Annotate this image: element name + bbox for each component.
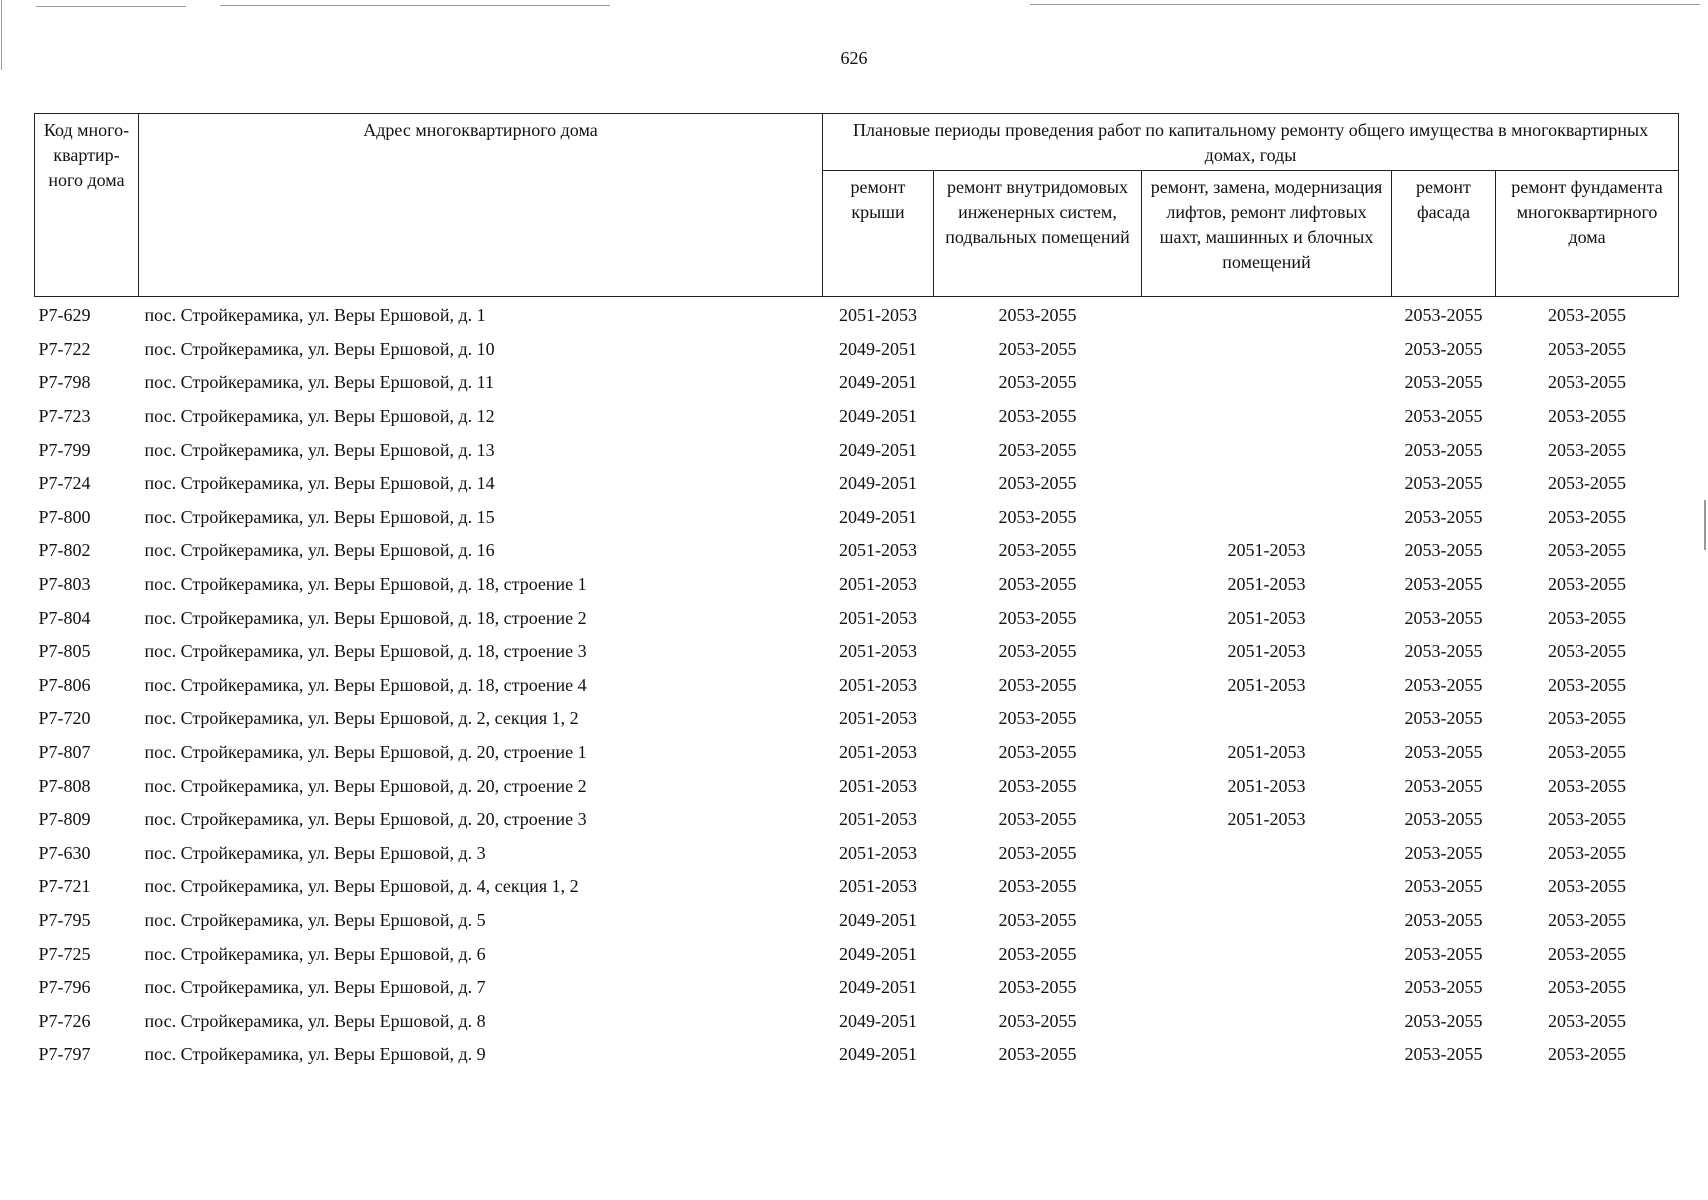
cell-address: пос. Стройкерамика, ул. Веры Ершовой, д. 20, строение 2 bbox=[144, 775, 587, 796]
cell-systems: 2053-2055 bbox=[998, 372, 1077, 393]
cell-address: пос. Стройкерамика, ул. Веры Ершовой, д. 10 bbox=[144, 338, 495, 359]
scan-artifact-top-mid bbox=[220, 5, 610, 6]
cell-foundation: 2053-2055 bbox=[1548, 607, 1627, 628]
cell-roof: 2049-2051 bbox=[839, 473, 917, 494]
cell-address: пос. Стройкерамика, ул. Веры Ершовой, д. 11 bbox=[144, 372, 494, 393]
cell-address: пос. Стройкерамика, ул. Веры Ершовой, д. 6 bbox=[144, 943, 486, 964]
cell-foundation: 2053-2055 bbox=[1548, 977, 1627, 998]
cell-foundation: 2053-2055 bbox=[1548, 506, 1627, 527]
cell-code: Р7-798 bbox=[38, 372, 91, 393]
cell-address: пос. Стройкерамика, ул. Веры Ершовой, д. 4, секция 1, 2 bbox=[144, 876, 579, 897]
cell-code: Р7-805 bbox=[38, 641, 91, 662]
cell-roof: 2051-2053 bbox=[839, 305, 917, 326]
cell-roof: 2051-2053 bbox=[839, 775, 917, 796]
cell-code: Р7-723 bbox=[38, 406, 91, 427]
cell-elevators: 2051-2053 bbox=[1227, 742, 1306, 763]
cell-foundation: 2053-2055 bbox=[1548, 842, 1627, 863]
cell-elevators bbox=[1142, 904, 1392, 938]
cell-facade: 2053-2055 bbox=[1404, 674, 1483, 695]
cell-elevators bbox=[1142, 467, 1392, 501]
cell-systems: 2053-2055 bbox=[998, 909, 1077, 930]
table-row bbox=[35, 297, 1679, 333]
table-row bbox=[35, 904, 1679, 938]
cell-systems: 2053-2055 bbox=[998, 674, 1077, 695]
cell-foundation: 2053-2055 bbox=[1548, 943, 1627, 964]
cell-code: Р7-720 bbox=[38, 708, 91, 729]
cell-code: Р7-803 bbox=[38, 574, 91, 595]
cell-foundation: 2053-2055 bbox=[1548, 674, 1627, 695]
cell-facade: 2053-2055 bbox=[1404, 1044, 1483, 1065]
cell-code: Р7-721 bbox=[38, 876, 91, 897]
table-row bbox=[35, 400, 1679, 434]
cell-code: Р7-807 bbox=[38, 742, 91, 763]
cell-code: Р7-722 bbox=[38, 338, 91, 359]
cell-elevators bbox=[1142, 837, 1392, 871]
page-number: 626 bbox=[840, 48, 868, 68]
cell-foundation: 2053-2055 bbox=[1548, 473, 1627, 494]
cell-code: Р7-806 bbox=[38, 674, 91, 695]
table-row bbox=[35, 803, 1679, 837]
table-row bbox=[35, 837, 1679, 871]
cell-address: пос. Стройкерамика, ул. Веры Ершовой, д. 12 bbox=[144, 406, 495, 427]
cell-systems: 2053-2055 bbox=[998, 305, 1077, 326]
cell-systems: 2053-2055 bbox=[998, 1044, 1077, 1065]
cell-facade: 2053-2055 bbox=[1404, 439, 1483, 460]
cell-systems: 2053-2055 bbox=[998, 977, 1077, 998]
table-row bbox=[35, 333, 1679, 367]
table-row bbox=[35, 568, 1679, 602]
cell-foundation: 2053-2055 bbox=[1548, 1010, 1627, 1031]
cell-address: пос. Стройкерамика, ул. Веры Ершовой, д. 20, строение 1 bbox=[144, 742, 587, 763]
cell-elevators: 2051-2053 bbox=[1227, 809, 1306, 830]
cell-elevators bbox=[1142, 400, 1392, 434]
scan-artifact-top-right bbox=[1030, 4, 1700, 5]
cell-facade: 2053-2055 bbox=[1404, 909, 1483, 930]
cell-code: Р7-797 bbox=[38, 1044, 91, 1065]
cell-foundation: 2053-2055 bbox=[1548, 338, 1627, 359]
cell-code: Р7-804 bbox=[38, 607, 91, 628]
cell-code: Р7-726 bbox=[38, 1010, 91, 1031]
table-row bbox=[35, 635, 1679, 669]
cell-elevators: 2051-2053 bbox=[1227, 674, 1306, 695]
cell-systems: 2053-2055 bbox=[998, 842, 1077, 863]
cell-systems: 2053-2055 bbox=[998, 473, 1077, 494]
cell-facade: 2053-2055 bbox=[1404, 607, 1483, 628]
cell-code: Р7-799 bbox=[38, 439, 91, 460]
cell-roof: 2049-2051 bbox=[839, 439, 917, 460]
cell-foundation: 2053-2055 bbox=[1548, 406, 1627, 427]
cell-roof: 2051-2053 bbox=[839, 540, 917, 561]
cell-address: пос. Стройкерамика, ул. Веры Ершовой, д. 1 bbox=[144, 305, 486, 326]
table-row bbox=[35, 937, 1679, 971]
cell-systems: 2053-2055 bbox=[998, 574, 1077, 595]
cell-facade: 2053-2055 bbox=[1404, 742, 1483, 763]
cell-systems: 2053-2055 bbox=[998, 943, 1077, 964]
cell-systems: 2053-2055 bbox=[998, 540, 1077, 561]
cell-elevators bbox=[1142, 937, 1392, 971]
cell-foundation: 2053-2055 bbox=[1548, 775, 1627, 796]
cell-roof: 2049-2051 bbox=[839, 506, 917, 527]
cell-foundation: 2053-2055 bbox=[1548, 641, 1627, 662]
cell-facade: 2053-2055 bbox=[1404, 876, 1483, 897]
cell-systems: 2053-2055 bbox=[998, 742, 1077, 763]
cell-code: Р7-724 bbox=[38, 473, 91, 494]
cell-address: пос. Стройкерамика, ул. Веры Ершовой, д. 14 bbox=[144, 473, 495, 494]
cell-code: Р7-629 bbox=[38, 305, 91, 326]
header-systems: ремонт внутридомовых инженерных систем, подвальных помещений bbox=[934, 171, 1142, 297]
cell-address: пос. Стройкерамика, ул. Веры Ершовой, д. 18, строение 1 bbox=[144, 574, 587, 595]
cell-facade: 2053-2055 bbox=[1404, 540, 1483, 561]
table-row bbox=[35, 467, 1679, 501]
cell-elevators: 2051-2053 bbox=[1227, 574, 1306, 595]
cell-elevators bbox=[1142, 366, 1392, 400]
cell-facade: 2053-2055 bbox=[1404, 473, 1483, 494]
cell-elevators bbox=[1142, 433, 1392, 467]
cell-foundation: 2053-2055 bbox=[1548, 1044, 1627, 1065]
cell-elevators bbox=[1142, 501, 1392, 535]
cell-facade: 2053-2055 bbox=[1404, 338, 1483, 359]
table-row bbox=[35, 1004, 1679, 1038]
cell-address: пос. Стройкерамика, ул. Веры Ершовой, д. 18, строение 3 bbox=[144, 641, 587, 662]
table-row bbox=[35, 736, 1679, 770]
cell-foundation: 2053-2055 bbox=[1548, 305, 1627, 326]
cell-code: Р7-630 bbox=[38, 842, 91, 863]
cell-systems: 2053-2055 bbox=[998, 1010, 1077, 1031]
cell-roof: 2049-2051 bbox=[839, 909, 917, 930]
cell-facade: 2053-2055 bbox=[1404, 574, 1483, 595]
header-elevators: ремонт, замена, модернизация лифтов, ремонт лифтовых шахт, машинных и блочных помещений bbox=[1142, 171, 1392, 297]
table-row bbox=[35, 534, 1679, 568]
cell-foundation: 2053-2055 bbox=[1548, 574, 1627, 595]
cell-facade: 2053-2055 bbox=[1404, 809, 1483, 830]
cell-roof: 2051-2053 bbox=[839, 641, 917, 662]
table-row bbox=[35, 501, 1679, 535]
header-code: Код много-квартир-ного дома bbox=[35, 114, 139, 297]
cell-code: Р7-796 bbox=[38, 977, 91, 998]
header-address: Адрес многоквартирного дома bbox=[139, 114, 823, 297]
cell-roof: 2051-2053 bbox=[839, 876, 917, 897]
cell-address: пос. Стройкерамика, ул. Веры Ершовой, д. 2, секция 1, 2 bbox=[144, 708, 579, 729]
cell-roof: 2049-2051 bbox=[839, 1044, 917, 1065]
table-header bbox=[35, 114, 1679, 297]
scan-artifact-top-left bbox=[36, 6, 186, 7]
cell-systems: 2053-2055 bbox=[998, 506, 1077, 527]
cell-address: пос. Стройкерамика, ул. Веры Ершовой, д. 8 bbox=[144, 1010, 486, 1031]
cell-facade: 2053-2055 bbox=[1404, 406, 1483, 427]
cell-roof: 2049-2051 bbox=[839, 406, 917, 427]
cell-facade: 2053-2055 bbox=[1404, 842, 1483, 863]
cell-address: пос. Стройкерамика, ул. Веры Ершовой, д. 18, строение 2 bbox=[144, 607, 587, 628]
cell-foundation: 2053-2055 bbox=[1548, 708, 1627, 729]
table-row bbox=[35, 769, 1679, 803]
table-row bbox=[35, 702, 1679, 736]
cell-address: пос. Стройкерамика, ул. Веры Ершовой, д. 3 bbox=[144, 842, 486, 863]
cell-foundation: 2053-2055 bbox=[1548, 742, 1627, 763]
cell-systems: 2053-2055 bbox=[998, 809, 1077, 830]
cell-facade: 2053-2055 bbox=[1404, 775, 1483, 796]
cell-address: пос. Стройкерамика, ул. Веры Ершовой, д. 7 bbox=[144, 977, 486, 998]
table-row bbox=[35, 601, 1679, 635]
cell-roof: 2051-2053 bbox=[839, 842, 917, 863]
cell-foundation: 2053-2055 bbox=[1548, 809, 1627, 830]
cell-roof: 2051-2053 bbox=[839, 708, 917, 729]
cell-foundation: 2053-2055 bbox=[1548, 372, 1627, 393]
cell-facade: 2053-2055 bbox=[1404, 506, 1483, 527]
cell-code: Р7-725 bbox=[38, 943, 91, 964]
cell-address: пос. Стройкерамика, ул. Веры Ершовой, д. 16 bbox=[144, 540, 495, 561]
cell-roof: 2051-2053 bbox=[839, 809, 917, 830]
table-row bbox=[35, 971, 1679, 1005]
cell-elevators bbox=[1142, 1004, 1392, 1038]
table-row bbox=[35, 669, 1679, 703]
cell-facade: 2053-2055 bbox=[1404, 977, 1483, 998]
cell-address: пос. Стройкерамика, ул. Веры Ершовой, д. 20, строение 3 bbox=[144, 809, 587, 830]
cell-systems: 2053-2055 bbox=[998, 439, 1077, 460]
cell-systems: 2053-2055 bbox=[998, 708, 1077, 729]
header-facade: ремонт фасада bbox=[1392, 171, 1496, 297]
cell-foundation: 2053-2055 bbox=[1548, 439, 1627, 460]
cell-elevators bbox=[1142, 971, 1392, 1005]
cell-elevators bbox=[1142, 297, 1392, 333]
cell-elevators: 2051-2053 bbox=[1227, 775, 1306, 796]
cell-address: пос. Стройкерамика, ул. Веры Ершовой, д. 5 bbox=[144, 909, 486, 930]
header-roof: ремонт крыши bbox=[823, 171, 934, 297]
cell-systems: 2053-2055 bbox=[998, 607, 1077, 628]
table-row bbox=[35, 366, 1679, 400]
cell-systems: 2053-2055 bbox=[998, 338, 1077, 359]
cell-elevators bbox=[1142, 870, 1392, 904]
cell-facade: 2053-2055 bbox=[1404, 1010, 1483, 1031]
header-foundation: ремонт фундамента многоквартирного дома bbox=[1496, 171, 1679, 297]
cell-systems: 2053-2055 bbox=[998, 641, 1077, 662]
cell-elevators: 2051-2053 bbox=[1227, 607, 1306, 628]
cell-foundation: 2053-2055 bbox=[1548, 540, 1627, 561]
cell-code: Р7-808 bbox=[38, 775, 91, 796]
cell-roof: 2051-2053 bbox=[839, 574, 917, 595]
cell-systems: 2053-2055 bbox=[998, 775, 1077, 796]
cell-roof: 2051-2053 bbox=[839, 607, 917, 628]
table-row bbox=[35, 1038, 1679, 1072]
cell-foundation: 2053-2055 bbox=[1548, 909, 1627, 930]
cell-code: Р7-802 bbox=[38, 540, 91, 561]
cell-code: Р7-800 bbox=[38, 506, 91, 527]
cell-facade: 2053-2055 bbox=[1404, 641, 1483, 662]
cell-address: пос. Стройкерамика, ул. Веры Ершовой, д. 18, строение 4 bbox=[144, 674, 587, 695]
cell-elevators: 2051-2053 bbox=[1227, 641, 1306, 662]
capital-repair-schedule-table bbox=[34, 113, 1679, 1072]
cell-elevators bbox=[1142, 702, 1392, 736]
cell-roof: 2049-2051 bbox=[839, 372, 917, 393]
cell-roof: 2051-2053 bbox=[839, 742, 917, 763]
cell-elevators: 2051-2053 bbox=[1227, 540, 1306, 561]
cell-code: Р7-809 bbox=[38, 809, 91, 830]
cell-systems: 2053-2055 bbox=[998, 406, 1077, 427]
cell-foundation: 2053-2055 bbox=[1548, 876, 1627, 897]
table-body bbox=[35, 297, 1679, 1072]
cell-facade: 2053-2055 bbox=[1404, 708, 1483, 729]
cell-roof: 2049-2051 bbox=[839, 1010, 917, 1031]
header-planned-periods: Плановые периоды проведения работ по капитальному ремонту общего имущества в многоквартирных домах, годы bbox=[823, 114, 1679, 171]
scan-artifact-right-edge bbox=[1704, 500, 1706, 550]
cell-facade: 2053-2055 bbox=[1404, 372, 1483, 393]
cell-roof: 2049-2051 bbox=[839, 338, 917, 359]
cell-systems: 2053-2055 bbox=[998, 876, 1077, 897]
cell-roof: 2049-2051 bbox=[839, 943, 917, 964]
table-row bbox=[35, 433, 1679, 467]
cell-elevators bbox=[1142, 333, 1392, 367]
cell-roof: 2051-2053 bbox=[839, 674, 917, 695]
table-row bbox=[35, 870, 1679, 904]
cell-address: пос. Стройкерамика, ул. Веры Ершовой, д. 9 bbox=[144, 1044, 486, 1065]
cell-address: пос. Стройкерамика, ул. Веры Ершовой, д. 13 bbox=[144, 439, 495, 460]
cell-elevators bbox=[1142, 1038, 1392, 1072]
cell-facade: 2053-2055 bbox=[1404, 943, 1483, 964]
cell-address: пос. Стройкерамика, ул. Веры Ершовой, д. 15 bbox=[144, 506, 495, 527]
cell-roof: 2049-2051 bbox=[839, 977, 917, 998]
cell-facade: 2053-2055 bbox=[1404, 305, 1483, 326]
cell-code: Р7-795 bbox=[38, 909, 91, 930]
